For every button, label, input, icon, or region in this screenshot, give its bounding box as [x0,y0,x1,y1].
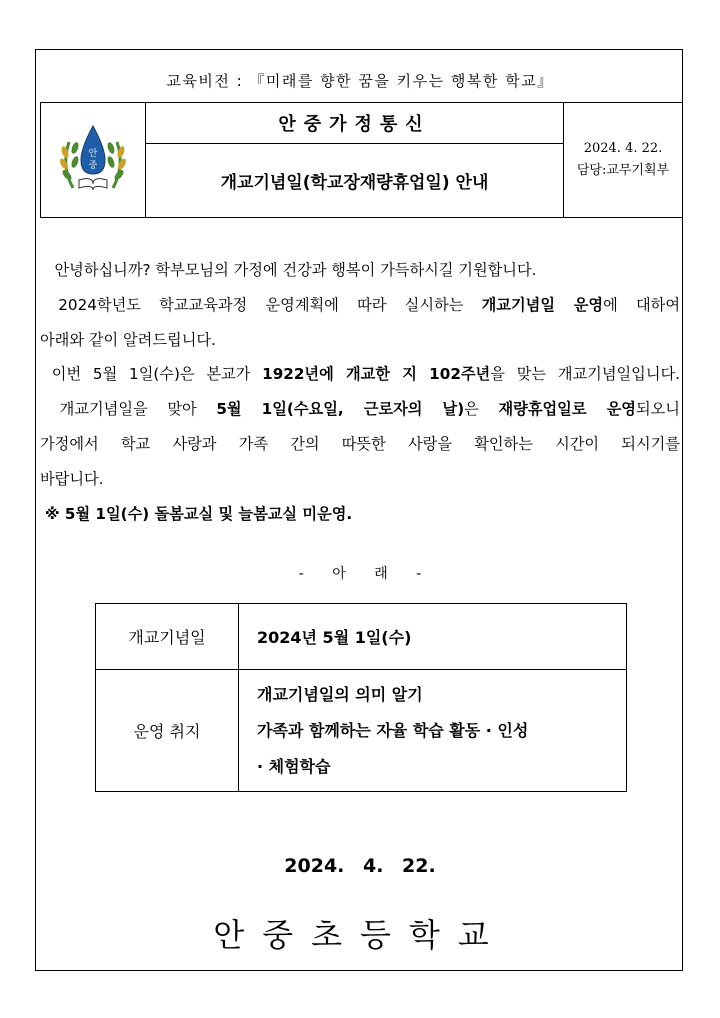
holiday-text-e: 되오니 [635,400,680,419]
greeting-paragraph [40,253,680,288]
school-name: 안중초등학교 [213,916,507,954]
school-logo-icon [53,118,133,198]
holiday-text-bold1: 5월 1일(수요일, 근로자의 날) [216,400,465,419]
anniversary-text-c: 을 맞는 개교기념일입니다. [490,365,681,384]
holiday-text-bold2: 재량휴업일로 운영 [498,400,636,419]
holiday-text-c: 은 [464,400,499,419]
notice-body [40,253,680,531]
detail-row-purpose [96,670,627,792]
svg-text:안: 안 [88,149,98,159]
greeting-text: 안녕하십니까? 학부모님의 가정에 건강과 행복이 가득하시길 기원합니다. [54,261,537,279]
footer-date: 2024. 4. 22. [284,855,436,877]
plan-paragraph-line2: 아래와 같이 알려드립니다. [40,330,216,349]
care-note [40,497,680,532]
header-contact: 담당:교무기획부 [576,163,670,178]
header-date: 2024. 4. 22. [583,141,663,156]
purpose-line1: 개교기념일의 의미 알기 [257,684,423,704]
newsletter-title: 안중가정통신 [146,103,564,144]
anniversary-text-bold: 1922년에 개교한 지 102주년 [262,365,491,384]
section-heading: - 아 래 - [298,566,422,582]
plan-text-bold: 개교기념일 운영 [481,295,604,314]
holiday-paragraph-line3: 바랍니다. [40,469,104,488]
care-note-text: ※ 5월 1일(수) 돌봄교실 및 늘봄교실 미운영. [44,504,353,523]
newsletter-header [40,102,683,218]
holiday-text-a: 개교기념일을 맞아 [59,400,217,419]
detail-label-purpose: 운영 취지 [96,670,239,792]
holiday-paragraph-line1 [40,392,680,427]
anniversary-paragraph [40,357,680,392]
notice-subject: 개교기념일(학교장재량휴업일) 안내 [146,144,564,218]
plan-text-c: 에 대하여 [603,295,681,314]
svg-text:중: 중 [88,161,98,171]
purpose-line2: 가족과 함께하는 자율 학습 활동 · 인성 [257,720,529,740]
school-vision: 교육비전 : 『미래를 향한 꿈을 키우는 행복한 학교』 [166,72,554,90]
holiday-paragraph-line2: 가정에서 학교 사랑과 가족 간의 따뜻한 사랑을 확인하는 시간이 되시기를 [40,434,680,453]
meta-cell [564,103,683,218]
detail-value-purpose [239,670,627,792]
anniversary-text-a: 이번 5월 1일(수)은 본교가 [51,365,263,384]
purpose-line3: · 체험학습 [257,756,331,776]
logo-cell [41,103,146,218]
detail-row-date [96,604,627,670]
plan-paragraph-line1 [40,288,680,323]
detail-value-date: 2024년 5월 1일(수) [239,604,627,670]
detail-table [95,603,627,792]
plan-text-a: 2024학년도 학교교육과정 운영계획에 따라 실시하는 [58,295,482,314]
detail-label-date: 개교기념일 [96,604,239,670]
